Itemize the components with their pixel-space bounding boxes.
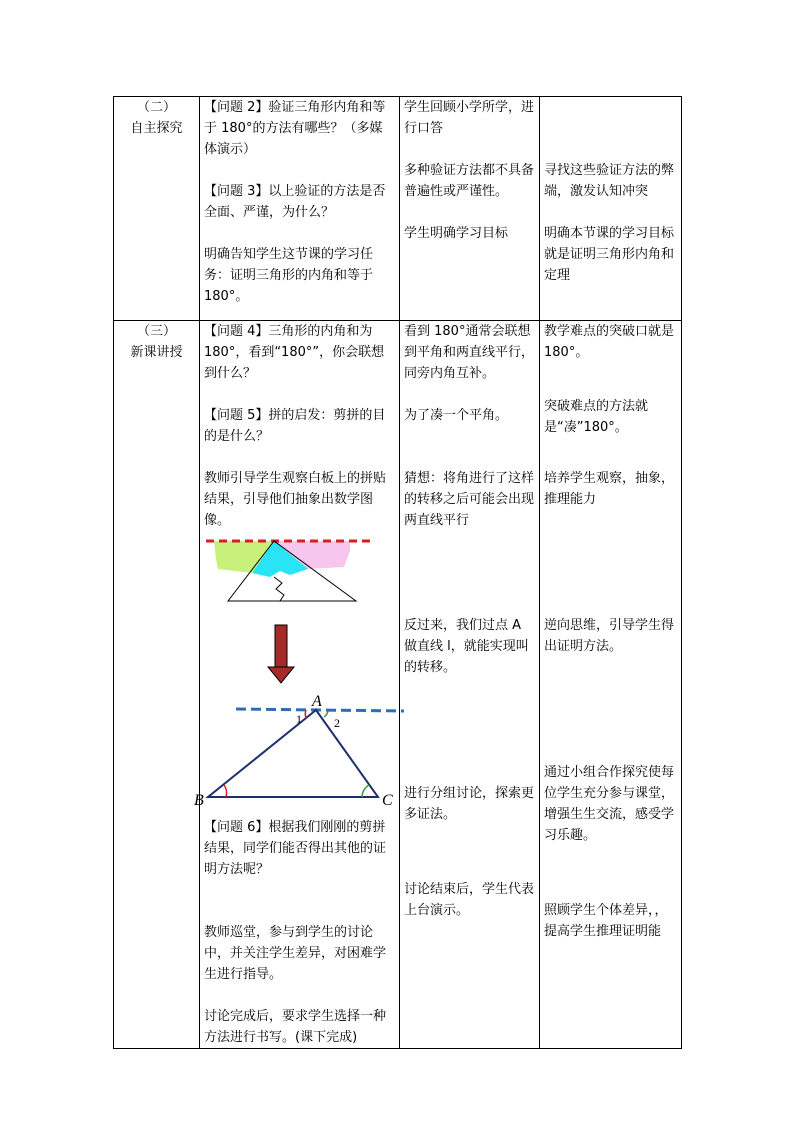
label-c: C [382,792,393,809]
cut-line [274,577,284,601]
table-row [114,321,682,1049]
student-text: 反过来，我们过点 A 做直线 l，就能实现叫的转移。 [404,618,529,675]
stage-title: 新课讲授 [130,345,183,360]
student-activity-cell [400,321,540,1049]
cut-paste-figure [204,537,384,617]
teacher-activity-cell [194,321,400,1049]
learning-task: 明确告知学生这节课的学习任务：证明三角形的内角和等于 180°。 [204,247,374,304]
angle-1-arc [305,710,306,718]
stage-title: 自主探究 [130,121,183,136]
angle-c-arc [362,785,369,797]
intent-text: 培养学生观察，抽象，推理能力 [544,471,675,507]
intent-text: 逆向思维，引导学生得出证明方法。 [544,618,675,654]
lesson-plan-table [113,96,682,1049]
stage-cell [114,321,200,1049]
question-5: 【问题 5】拼的启发：剪拼的目的是什么？ [204,408,386,444]
intent-text: 通过小组合作探究使每位学生充分参与课堂，增强生生交流，感受学习乐趣。 [544,765,675,843]
student-text: 进行分组讨论，探索更多证法。 [404,786,535,822]
intent-text: 突破难点的方法就是“凑”180°。 [544,399,649,435]
student-activity-cell [400,97,540,321]
down-arrow-icon [266,625,296,685]
label-b: B [194,792,204,809]
intent-text: 照顾学生个体差异，，提高学生推理证明能 [544,903,668,939]
student-text: 猜想：将角进行了这样的转移之后可能会出现两直线平行 [404,471,535,528]
stage-number: （二） [136,100,176,115]
label-angle-1: 1 [296,712,302,726]
angle-b-arc [224,785,227,797]
question-3: 【问题 3】以上验证的方法是否全面、严谨，为什么？ [204,184,386,220]
teacher-guide: 教师引导学生观察白板上的拼贴结果，引导他们抽象出数学图像。 [204,471,387,528]
design-intent-cell [540,97,682,321]
question-4: 【问题 4】三角形的内角和为 180°，看到“180°”，你会联想到什么？ [204,324,385,381]
question-2: 【问题 2】验证三角形内角和等于 180°的方法有哪些？（多媒体演示） [204,100,386,157]
teacher-writing-task: 讨论完成后，要求学生选择一种方法进行书写。(课下完成) [204,1009,387,1045]
question-6: 【问题 6】根据我们刚刚的剪拼结果，同学们能否得出其他的证明方法呢？ [204,820,387,877]
triangle-abc [208,710,378,797]
design-intent-cell [540,321,682,1049]
teacher-patrol: 教师巡堂，参与到学生的讨论中，并关注学生差异，对困难学生进行指导。 [204,925,387,982]
stage-cell [114,97,200,321]
student-text: 学生明确学习目标 [404,226,509,241]
intent-text: 教学难点的突破口就是 180°。 [544,324,675,360]
student-text: 讨论结束后，学生代表上台演示。 [404,882,535,918]
label-a: A [312,693,322,710]
student-text: 看到 180°通常会联想到平角和两直线平行，同旁内角互补。 [404,324,535,381]
triangle-abc-figure [194,693,404,813]
student-text: 学生回顾小学所学，进行口答 [404,100,535,136]
angle-2-arc [324,711,328,717]
label-angle-2: 2 [334,716,340,730]
intent-text: 明确本节课的学习目标就是证明三角形内角和定理 [544,226,675,283]
table-row [114,97,682,321]
student-text: 多种验证方法都不具备普遍性或严谨性。 [404,163,535,199]
intent-text: 寻找这些验证方法的弊端，激发认知冲突 [544,163,675,199]
teacher-activity-cell [200,97,400,321]
student-text: 为了凑一个平角。 [404,408,509,423]
stage-number: （三） [136,324,176,339]
